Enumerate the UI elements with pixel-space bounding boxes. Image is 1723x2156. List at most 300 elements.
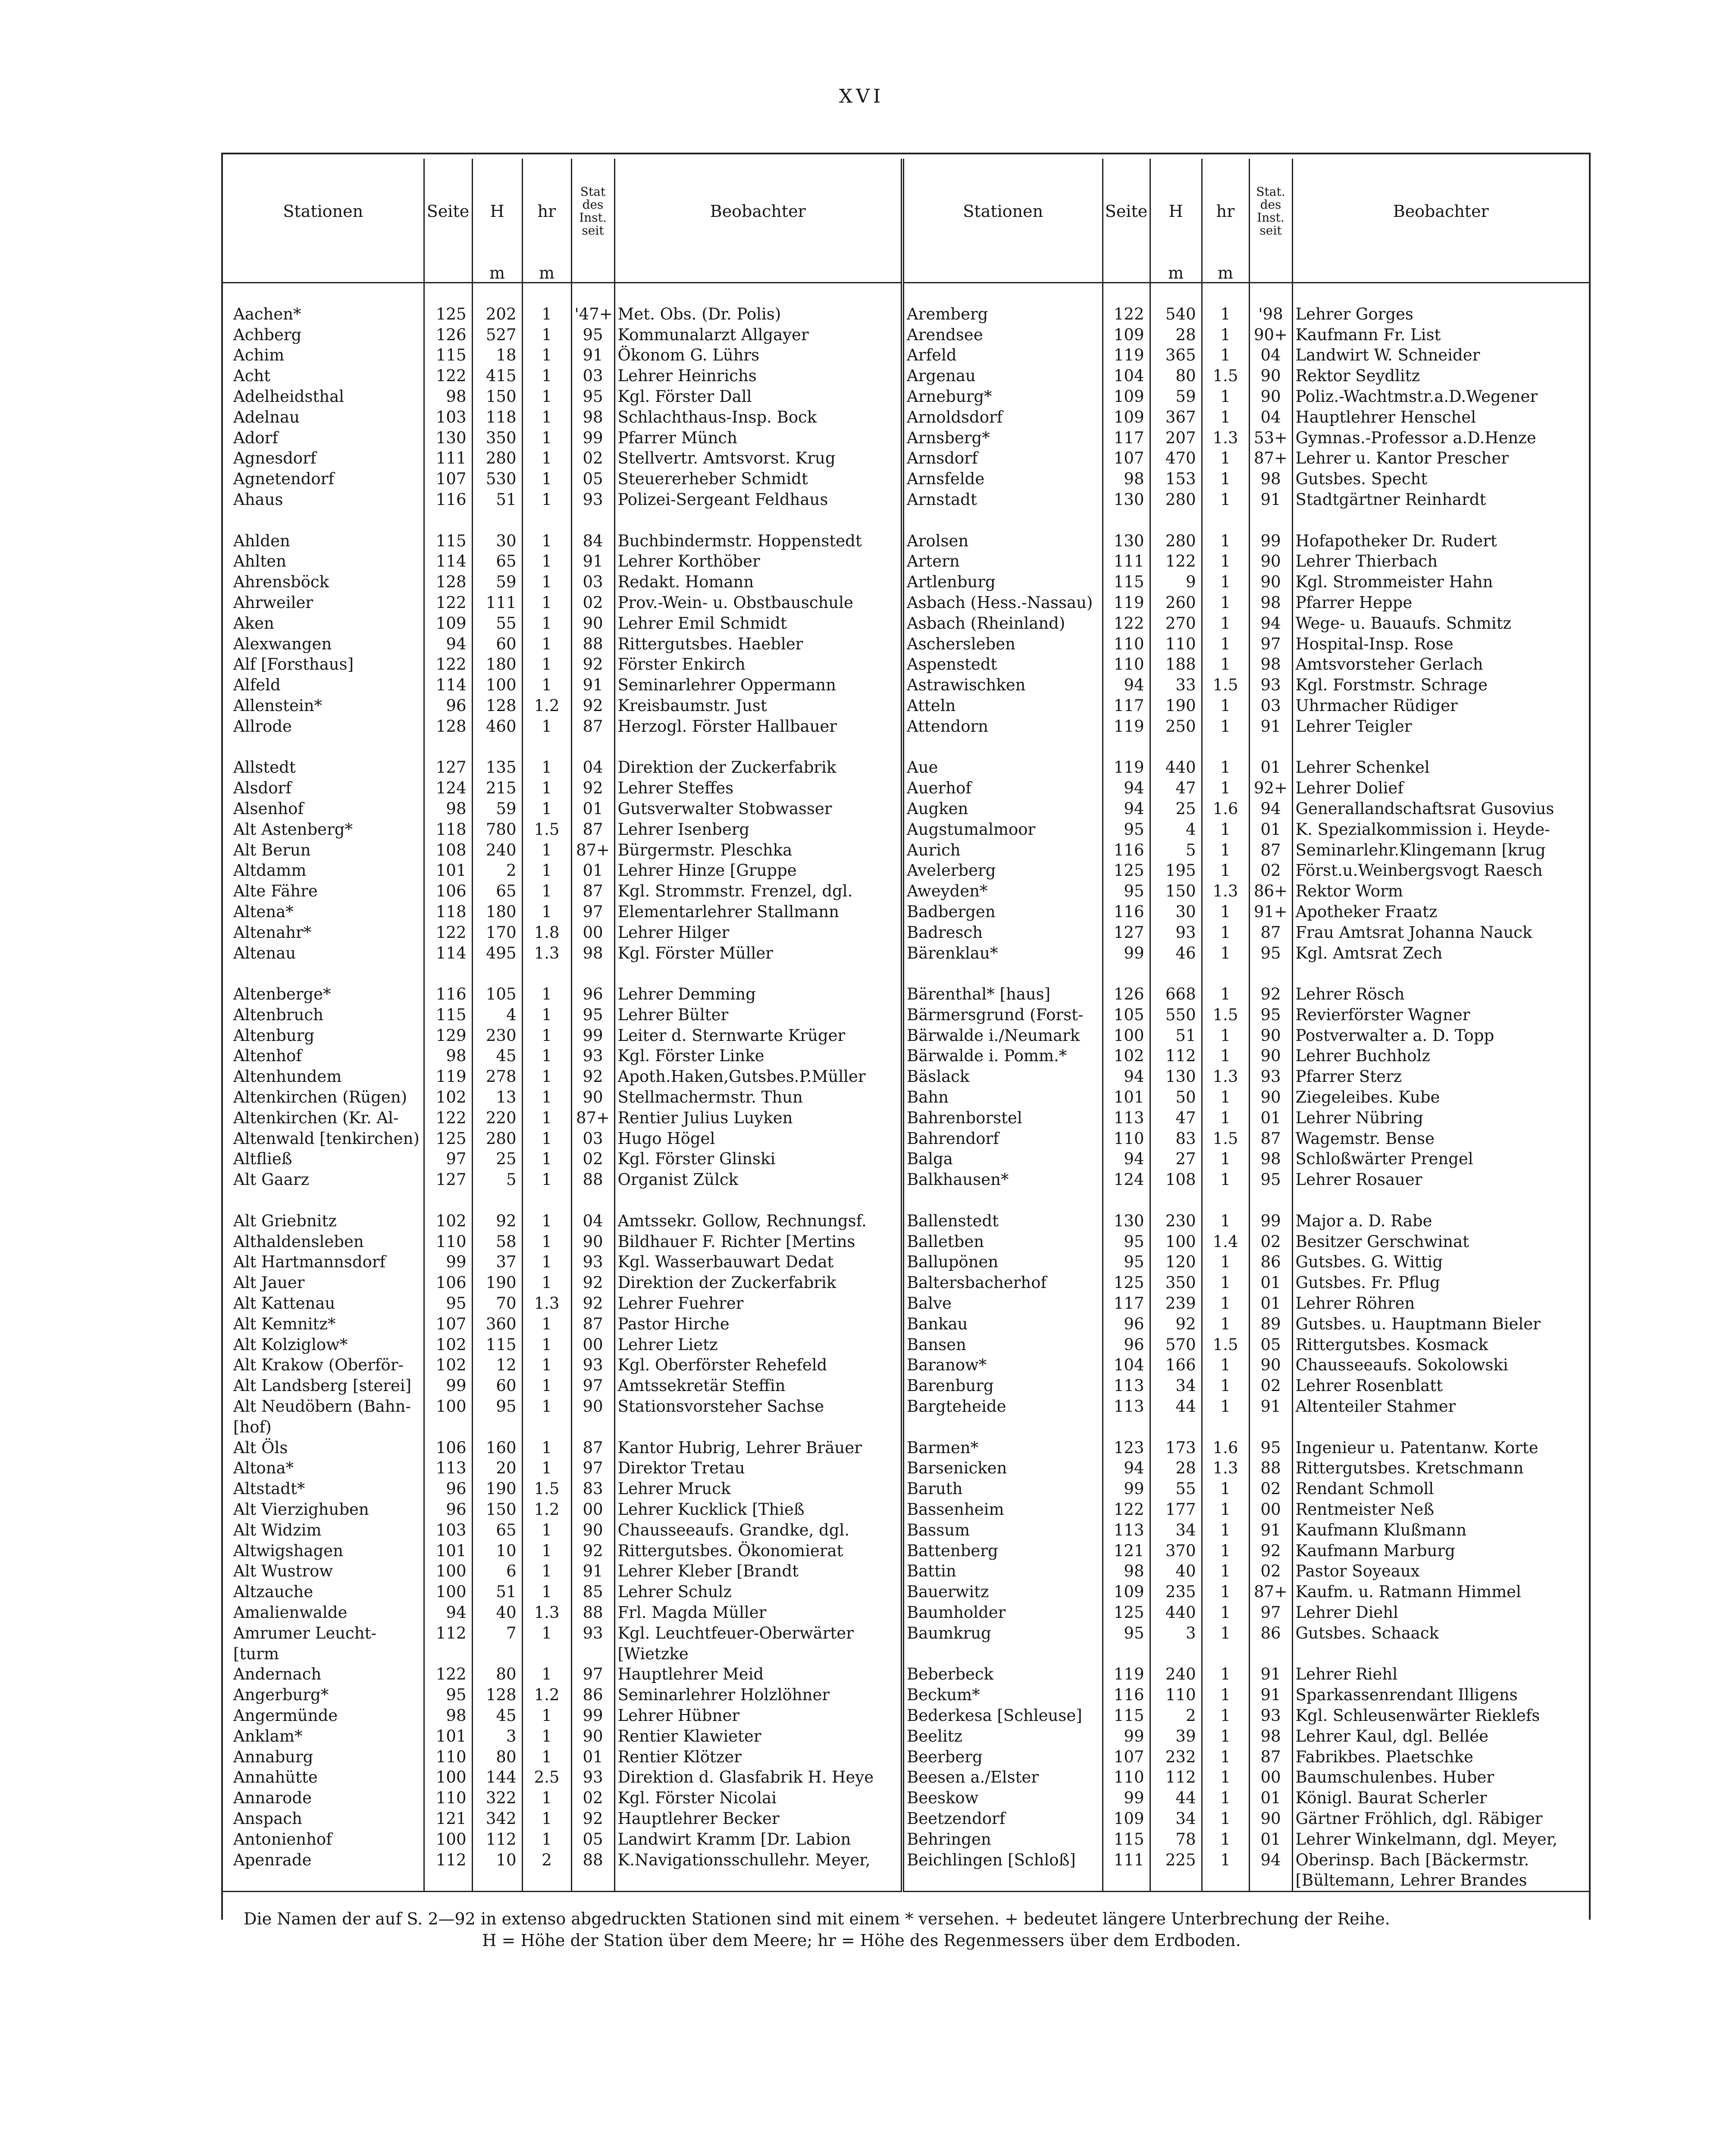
observer: Kgl. Strommeister Hahn (1292, 572, 1589, 592)
height-h: 93 (1150, 922, 1202, 943)
since-year: 92 (1249, 984, 1292, 1005)
since-year: 91 (571, 675, 614, 696)
since-year: 53+ (1249, 428, 1292, 448)
station-name: Apenrade (233, 1850, 312, 1869)
table-row (223, 551, 1589, 572)
since-year: 05 (571, 1829, 614, 1850)
since-year: 90 (1249, 1046, 1292, 1066)
since-year: 99 (571, 1025, 614, 1046)
page-seite: 96 (424, 1499, 472, 1520)
col-header-hr-right: hr (1202, 159, 1249, 264)
observer: Prov.-Wein- u. Obstbauschule (614, 592, 902, 613)
height-h: 25 (472, 1149, 522, 1169)
height-hr: 1.2 (522, 1499, 571, 1520)
station-name: Alfeld (233, 676, 281, 695)
table-row (223, 1169, 1589, 1190)
since-year: 00 (1249, 1767, 1292, 1788)
station-name: Altenau (233, 943, 296, 962)
observer: Lehrer Mruck (614, 1479, 902, 1499)
observer: Lehrer Kaul, dgl. Bellée (1292, 1726, 1589, 1747)
height-h: 280 (1150, 531, 1202, 552)
station-name: Bärenklau* (902, 943, 1103, 964)
page-seite: 94 (1103, 1066, 1150, 1087)
observer: Kgl. Förster Dall (614, 386, 902, 407)
since-year: 96 (571, 984, 614, 1005)
since-year: '98 (1249, 304, 1292, 325)
page-seite: 98 (424, 1046, 472, 1066)
station-name: Amalienwalde (233, 1603, 348, 1622)
since-year: 01 (571, 799, 614, 819)
height-hr: 1 (522, 572, 571, 592)
page-seite: 113 (1103, 1376, 1150, 1396)
since-year: 00 (1249, 1499, 1292, 1520)
station-name: Bansen (902, 1335, 1103, 1355)
height-hr: 1 (1202, 1788, 1249, 1808)
height-h: 350 (1150, 1272, 1202, 1293)
observer: Schlachthaus-Insp. Bock (614, 407, 902, 428)
station-name: Alt Griebnitz (233, 1211, 337, 1230)
observer: Lehrer Gorges (1292, 304, 1589, 325)
height-h: 440 (1150, 757, 1202, 778)
station-name: Alt Vierzighuben (233, 1500, 369, 1519)
page-seite (424, 1417, 472, 1438)
station-name: Alsenhof (233, 799, 304, 818)
observer: Lehrer Bülter (614, 1005, 902, 1025)
height-hr: 1.5 (1202, 366, 1249, 386)
height-h: 144 (472, 1767, 522, 1788)
page-seite: 110 (424, 1232, 472, 1252)
table-row (223, 572, 1589, 592)
height-hr: 1 (522, 489, 571, 510)
station-name: Aschersleben (902, 634, 1103, 655)
station-name: Altenberge* (233, 985, 331, 1004)
observer: Ziegeleibes. Kube (1292, 1087, 1589, 1108)
footnote-legend: H = Höhe der Station über dem Meere; hr = Höhe des Regenmessers über dem Erdboden. (482, 1931, 1241, 1950)
station-name (902, 1870, 1103, 1891)
since-year: 95 (571, 1005, 614, 1025)
observer: Seminarlehrer Holzlöhner (614, 1685, 902, 1705)
page-seite: 110 (1103, 1128, 1150, 1149)
page-seite: 95 (1103, 1252, 1150, 1272)
table-row (223, 1252, 1589, 1272)
station-name: Alt Kolziglow* (233, 1335, 348, 1354)
since-year: 90 (571, 1520, 614, 1541)
observer: Lehrer Lietz (614, 1335, 902, 1355)
height-hr: 1 (522, 1108, 571, 1128)
observer (614, 963, 902, 984)
page-seite: 108 (424, 840, 472, 861)
table-row (223, 489, 1589, 510)
observer: Bürgermstr. Pleschka (614, 840, 902, 861)
page-seite: 122 (424, 366, 472, 386)
since-year: 02 (571, 1149, 614, 1169)
height-hr: 1 (522, 1582, 571, 1602)
height-h: 150 (1150, 881, 1202, 902)
since-year: 01 (571, 860, 614, 881)
page-seite: 106 (424, 1272, 472, 1293)
station-name: Alt Öls (233, 1438, 288, 1457)
table-row (223, 1025, 1589, 1046)
page-seite: 94 (1103, 778, 1150, 799)
table-row (223, 1272, 1589, 1293)
height-hr: 1 (1202, 1726, 1249, 1747)
height-hr: 1 (522, 1149, 571, 1169)
height-h: 51 (472, 489, 522, 510)
height-hr: 1 (522, 1335, 571, 1355)
table-row (223, 696, 1589, 716)
page-seite: 109 (1103, 325, 1150, 345)
height-hr: 1 (522, 407, 571, 428)
height-hr (1202, 1870, 1249, 1891)
station-name: Annarode (233, 1789, 312, 1808)
height-hr: 1.3 (522, 943, 571, 964)
station-name: Altenhundem (233, 1067, 342, 1086)
observer: Seminarlehr.Klingemann [krug (1292, 840, 1589, 861)
height-h: 120 (1150, 1252, 1202, 1272)
height-hr: 1 (1202, 943, 1249, 964)
height-hr: 1 (522, 448, 571, 469)
since-year: 02 (1249, 1376, 1292, 1396)
page-seite: 122 (424, 922, 472, 943)
station-name: Bärwalde i./Neumark (902, 1025, 1103, 1046)
height-h: 225 (1150, 1850, 1202, 1871)
observer: Gutsbes. Specht (1292, 469, 1589, 489)
station-name: Aweyden* (902, 881, 1103, 902)
table-row (223, 757, 1589, 778)
station-name: Altenahr* (233, 923, 312, 942)
height-hr: 1 (522, 531, 571, 552)
observer: Chausseeaufs. Sokolowski (1292, 1355, 1589, 1376)
page-seite: 98 (424, 799, 472, 819)
since-year: 01 (571, 1747, 614, 1767)
height-hr: 1 (1202, 1850, 1249, 1871)
observer: Altenteiler Stahmer (1292, 1396, 1589, 1417)
height-hr: 1 (1202, 325, 1249, 345)
since-year (571, 1870, 614, 1891)
observer (1292, 1644, 1589, 1664)
col-header-beobachter: Beobachter (614, 159, 902, 264)
page-seite: 98 (1103, 469, 1150, 489)
station-name: Arneburg* (902, 386, 1103, 407)
height-hr: 1 (522, 1664, 571, 1685)
station-name: Altenkirchen (Rügen) (233, 1088, 407, 1107)
height-hr: 1 (1202, 531, 1249, 552)
since-year: 01 (1249, 1788, 1292, 1808)
since-year (1249, 1644, 1292, 1664)
table-row (223, 819, 1589, 840)
since-year: 87+ (1249, 1582, 1292, 1602)
station-name: Ballupönen (902, 1252, 1103, 1272)
height-h: 65 (472, 551, 522, 572)
page-seite: 121 (424, 1808, 472, 1829)
table-row (223, 1808, 1589, 1829)
observer: Rentier Klawieter (614, 1726, 902, 1747)
height-h: 160 (472, 1438, 522, 1458)
height-hr: 1 (522, 778, 571, 799)
station-name: Beberbeck (902, 1664, 1103, 1685)
height-hr: 1 (1202, 1561, 1249, 1582)
observer: Rittergutsbes. Haebler (614, 634, 902, 655)
station-name (902, 1417, 1103, 1438)
page-seite: 129 (424, 1025, 472, 1046)
height-h: 570 (1150, 1335, 1202, 1355)
height-h: 280 (1150, 489, 1202, 510)
since-year: 93 (571, 1767, 614, 1788)
table-row (223, 716, 1589, 737)
height-hr: 1 (1202, 1705, 1249, 1726)
station-name: Beckum* (902, 1685, 1103, 1705)
observer: [Wietzke (614, 1644, 902, 1664)
height-hr: 1.5 (522, 1479, 571, 1499)
station-name: Alt Jauer (233, 1273, 305, 1292)
height-h: 207 (1150, 428, 1202, 448)
since-year: 95 (1249, 1438, 1292, 1458)
table-row (223, 922, 1589, 943)
observer: Pfarrer Sterz (1292, 1066, 1589, 1087)
station-name: Adorf (233, 428, 279, 447)
height-hr: 1.2 (522, 1685, 571, 1705)
page-seite: 125 (424, 304, 472, 325)
height-h: 60 (472, 1376, 522, 1396)
unit-cell (571, 264, 614, 283)
height-hr: 1 (1202, 304, 1249, 325)
table-row (223, 778, 1589, 799)
table-row (223, 654, 1589, 675)
height-h: 108 (1150, 1169, 1202, 1190)
since-year: 93 (571, 1046, 614, 1066)
observer (614, 510, 902, 531)
height-h: 280 (472, 448, 522, 469)
observer: Kgl. Schleusenwärter Rieklefs (1292, 1705, 1589, 1726)
table-row (223, 1128, 1589, 1149)
since-year: 97 (1249, 634, 1292, 655)
since-year: 90 (1249, 366, 1292, 386)
height-h: 10 (472, 1850, 522, 1871)
height-h: 2 (472, 860, 522, 881)
page-seite: 122 (424, 1664, 472, 1685)
page-seite: 130 (1103, 1211, 1150, 1232)
height-h: 322 (472, 1788, 522, 1808)
height-hr: 1 (1202, 1829, 1249, 1850)
col-header-seite: Seite (424, 159, 472, 264)
observer: Postverwalter a. D. Topp (1292, 1025, 1589, 1046)
table-row (223, 613, 1589, 634)
height-h: 30 (472, 531, 522, 552)
since-year: 93 (571, 1252, 614, 1272)
height-h: 527 (472, 325, 522, 345)
observer: Stadtgärtner Reinhardt (1292, 489, 1589, 510)
spacer-cell (614, 283, 902, 304)
since-year: 91 (1249, 716, 1292, 737)
page-seite: 127 (424, 757, 472, 778)
page-seite: 113 (424, 1458, 472, 1479)
table-row (223, 469, 1589, 489)
height-hr: 1.3 (1202, 1066, 1249, 1087)
page-seite: 107 (424, 469, 472, 489)
height-h: 46 (1150, 943, 1202, 964)
observer: Gutsbes. G. Wittig (1292, 1252, 1589, 1272)
page-seite: 112 (424, 1623, 472, 1644)
page-seite: 95 (1103, 1623, 1150, 1644)
since-year: 02 (1249, 1561, 1292, 1582)
since-year: 90 (571, 1087, 614, 1108)
since-year: 92 (571, 778, 614, 799)
station-name: Agnesdorf (233, 449, 316, 468)
station-name: Andernach (233, 1665, 322, 1684)
since-year: 99 (1249, 531, 1292, 552)
page-seite: 103 (424, 1520, 472, 1541)
observer: Kgl. Förster Nicolai (614, 1788, 902, 1808)
since-year: 98 (1249, 1149, 1292, 1169)
station-name: Bahrenborstel (902, 1108, 1103, 1128)
height-hr (522, 1190, 571, 1211)
station-name: Bassenheim (902, 1499, 1103, 1520)
height-h: 45 (472, 1046, 522, 1066)
station-name: Bassum (902, 1520, 1103, 1541)
height-hr: 1.6 (1202, 1438, 1249, 1458)
station-name: Altwigshagen (233, 1541, 343, 1560)
observer: Amtssekr. Gollow, Rechnungsf. (614, 1211, 902, 1232)
since-year: 04 (571, 757, 614, 778)
station-name: Altenhof (233, 1047, 302, 1065)
height-h (472, 963, 522, 984)
since-year: 01 (1249, 757, 1292, 778)
since-year: 01 (1249, 1293, 1292, 1314)
page-seite: 124 (424, 778, 472, 799)
page-seite (424, 963, 472, 984)
page-seite: 122 (424, 592, 472, 613)
page-seite: 128 (424, 716, 472, 737)
station-name: Baltersbacherhof (902, 1272, 1103, 1293)
observer: Frau Amtsrat Johanna Nauck (1292, 922, 1589, 943)
height-hr: 1 (1202, 386, 1249, 407)
station-name: Arolsen (902, 531, 1103, 552)
height-hr: 1 (522, 1005, 571, 1025)
height-h: 177 (1150, 1499, 1202, 1520)
observer: Baumschulenbes. Huber (1292, 1767, 1589, 1788)
page-seite: 107 (1103, 1747, 1150, 1767)
spacer-cell (902, 283, 1103, 304)
table-row (223, 1520, 1589, 1541)
station-name: [turm (233, 1644, 279, 1663)
observer: Först.u.Weinbergsvogt Raesch (1292, 860, 1589, 881)
observer: Hofapotheker Dr. Rudert (1292, 531, 1589, 552)
since-year (571, 1190, 614, 1211)
height-h: 40 (1150, 1561, 1202, 1582)
table-row (223, 799, 1589, 819)
height-h: 59 (1150, 386, 1202, 407)
page-seite: 115 (424, 531, 472, 552)
since-year (571, 1417, 614, 1438)
page-seite: 122 (424, 654, 472, 675)
height-h: 4 (472, 1005, 522, 1025)
height-hr: 1 (1202, 469, 1249, 489)
height-hr: 1 (522, 1376, 571, 1396)
since-year: 90 (1249, 386, 1292, 407)
height-hr: 1 (522, 1788, 571, 1808)
page-seite: 113 (1103, 1520, 1150, 1541)
height-hr: 1 (1202, 902, 1249, 922)
page-seite: 118 (424, 819, 472, 840)
page-seite: 116 (1103, 1685, 1150, 1705)
page-seite: 130 (424, 428, 472, 448)
since-year: 02 (571, 592, 614, 613)
page-seite: 109 (1103, 407, 1150, 428)
page-seite: 110 (1103, 1767, 1150, 1788)
station-name (902, 1190, 1103, 1211)
observer: Lehrer Dolief (1292, 778, 1589, 799)
table-row (223, 1664, 1589, 1685)
since-year (1249, 963, 1292, 984)
observer (614, 1417, 902, 1438)
height-h: 55 (1150, 1479, 1202, 1499)
since-year: 91 (1249, 1664, 1292, 1685)
station-name: Beeskow (902, 1788, 1103, 1808)
station-name: Adelnau (233, 407, 300, 426)
page-seite: 99 (1103, 1726, 1150, 1747)
table-row (223, 1829, 1589, 1850)
observer: Lehrer u. Kantor Prescher (1292, 448, 1589, 469)
since-year (571, 737, 614, 758)
observer: Sparkassenrendant Illigens (1292, 1685, 1589, 1705)
table-row (223, 1458, 1589, 1479)
station-name: Alsdorf (233, 779, 291, 798)
since-year: 87 (1249, 840, 1292, 861)
height-h: 39 (1150, 1726, 1202, 1747)
table-row (223, 386, 1589, 407)
observer: Ingenieur u. Patentanw. Korte (1292, 1438, 1589, 1458)
observer: Oberinsp. Bach [Bäckermstr. (1292, 1850, 1589, 1871)
height-hr: 1.5 (1202, 1335, 1249, 1355)
station-name: Balletben (902, 1232, 1103, 1252)
since-year (1249, 1190, 1292, 1211)
table-row (223, 366, 1589, 386)
station-name: Antonienhof (233, 1830, 332, 1849)
observer: Rittergutsbes. Kretschmann (1292, 1458, 1589, 1479)
spacer-cell (472, 283, 522, 304)
since-year: 91 (1249, 489, 1292, 510)
height-hr: 1.6 (1202, 799, 1249, 819)
station-name: Baruth (902, 1479, 1103, 1499)
height-hr: 1 (522, 1747, 571, 1767)
spacer-cell (1202, 283, 1249, 304)
height-h: 188 (1150, 654, 1202, 675)
page-seite: 110 (1103, 654, 1150, 675)
station-name: Artlenburg (902, 572, 1103, 592)
height-h: 60 (472, 634, 522, 655)
station-name: Bärmersgrund (Forst- (902, 1005, 1103, 1025)
observer: Gymnas.-Professor a.D.Henze (1292, 428, 1589, 448)
station-name: Arnsberg* (902, 428, 1103, 448)
station-name (223, 1870, 424, 1891)
since-year: 03 (1249, 696, 1292, 716)
since-year: 90 (571, 1396, 614, 1417)
height-h (472, 737, 522, 758)
height-h: 40 (472, 1602, 522, 1623)
page-seite: 102 (424, 1211, 472, 1232)
table-row (223, 1541, 1589, 1561)
height-h: 415 (472, 366, 522, 386)
observer: Pastor Soyeaux (1292, 1561, 1589, 1582)
table-row (223, 1685, 1589, 1705)
height-h: 240 (472, 840, 522, 861)
height-hr: 1 (522, 881, 571, 902)
since-year: 92 (571, 1541, 614, 1561)
since-year: 90 (1249, 1355, 1292, 1376)
station-name: Agnetendorf (233, 470, 335, 489)
height-hr: 1 (1202, 1582, 1249, 1602)
page-seite: 122 (1103, 304, 1150, 325)
